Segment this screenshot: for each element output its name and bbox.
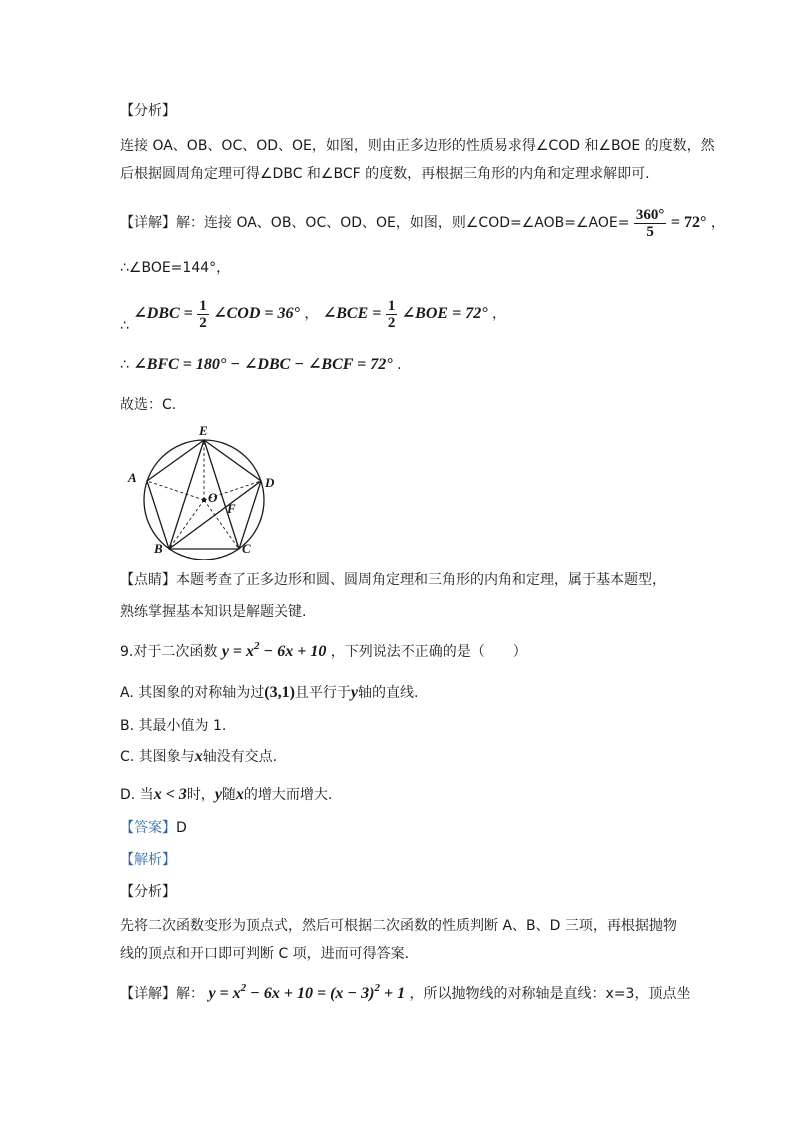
- bfc-line: [120, 355, 402, 375]
- label-e: E: [199, 423, 208, 438]
- point-3-1: (3,1): [264, 684, 295, 701]
- var-x: x: [194, 748, 203, 765]
- bce-lhs: ∠BCE =: [322, 305, 382, 322]
- vertex-form-equation: $y = x^2 - 6x + 10 = (x - 3)^2 + 1$: [208, 982, 406, 1002]
- label-b: B: [154, 541, 163, 556]
- condition-x-lt-3: x < 3: [153, 786, 187, 803]
- half-denominator: 2: [387, 314, 396, 331]
- analysis-line-2: 后根据圆周角定理可得∠DBC 和∠BCF 的度数，再根据三角形的内角和定理求解即可.: [120, 166, 650, 182]
- comma: ，: [304, 306, 319, 322]
- radius-ob: [169, 500, 204, 549]
- q9-option-c: C. 其图象与x轴没有交点.: [120, 748, 278, 765]
- dbc-rhs: ∠COD = 36°: [213, 305, 300, 322]
- label-d: D: [265, 475, 275, 490]
- analysis-line-1: 连接 OA、OB、OC、OD、OE，如图，则由正多边形的性质易求得∠COD 和∠BOE 的度数，然: [120, 138, 715, 154]
- comment-line-2: 熟练掌握基本知识是解题关键.: [120, 604, 307, 620]
- answer-value: D: [176, 820, 187, 836]
- radius-oa: [147, 481, 204, 500]
- therefore-symbol: ∴: [120, 318, 129, 334]
- half-denominator: 2: [199, 314, 207, 331]
- half-numerator: 1: [387, 297, 396, 314]
- dbc-bce-line: [120, 294, 506, 334]
- half-numerator: 1: [199, 297, 207, 314]
- var-x: x: [235, 786, 244, 803]
- comment-line-1: 【点睛】本题考查了正多边形和圆、圆周角定理和三角形的内角和定理，属于基本题型，: [120, 572, 666, 588]
- fraction-360-over-5: [634, 207, 667, 240]
- label-c: C: [242, 541, 251, 556]
- bce-rhs: ∠BOE = 72°: [401, 305, 488, 322]
- period: .: [397, 357, 402, 373]
- boe-line: ∴∠BOE=144°，: [120, 260, 231, 276]
- fraction-numerator: 360°: [635, 206, 665, 223]
- q9-analysis-line-2: 线的顶点和开口即可判断 C 项，进而可得答案.: [120, 946, 410, 962]
- detail-suffix: ，: [710, 215, 725, 231]
- center-point-o: [202, 498, 206, 502]
- q9-detail-line: 【详解】解： $y = x^2 - 6x + 10 = (x - 3)^2 + 1$ ，所以抛物线的对称轴是直线：x=3，顶点坐: [120, 982, 691, 1002]
- therefore-symbol: ∴: [120, 357, 129, 373]
- label-o: O: [208, 490, 218, 505]
- q9-analysis-line-1: 先将二次函数变形为顶点式，然后可根据二次函数的性质判断 A、B、D 三项，再根据抛物: [120, 918, 677, 934]
- answer-line: [120, 818, 187, 838]
- q9-function: $y = x^2 - 6x + 10$: [221, 640, 327, 660]
- q9-option-d: D. 当x < 3时，y随x的增大而增大.: [120, 786, 333, 803]
- q9-stem: [120, 642, 527, 663]
- q9-stem-prefix: 9.对于二次函数: [120, 644, 218, 660]
- var-y: y: [350, 684, 358, 701]
- bfc-equation: ∠BFC = 180° − ∠DBC − ∠BCF = 72°: [133, 356, 393, 373]
- q9-option-b: B. 其最小值为 1.: [120, 718, 227, 734]
- analysis-heading: 【分析】: [120, 103, 176, 119]
- label-a: A: [128, 470, 137, 485]
- choice-line: 故选：C.: [120, 397, 177, 413]
- fraction-result: = 72°: [670, 214, 707, 231]
- dbc-lhs: ∠DBC =: [133, 305, 193, 322]
- label-f: F: [227, 501, 236, 516]
- q9-stem-suffix: ，下列说法不正确的是（ ）: [330, 644, 527, 660]
- var-y: y: [214, 786, 222, 803]
- detail-prefix: 【详解】解：连接 OA、OB、OC、OD、OE，如图，则∠COD=∠AOB=∠AOE=: [120, 215, 630, 231]
- comma-2: ，: [492, 306, 507, 322]
- half-fraction-2: [386, 298, 398, 331]
- detail-line: [120, 202, 725, 244]
- fraction-denominator: 5: [646, 223, 654, 240]
- solution-tag: 【解析】: [120, 852, 176, 868]
- q9-option-a: A. 其图象的对称轴为过(3,1)且平行于y轴的直线.: [120, 684, 419, 701]
- q9-analysis-heading: 【分析】: [120, 884, 176, 900]
- half-fraction-1: [197, 298, 209, 331]
- pentagon-circle-figure: [120, 420, 285, 560]
- answer-tag: 【答案】: [120, 820, 176, 836]
